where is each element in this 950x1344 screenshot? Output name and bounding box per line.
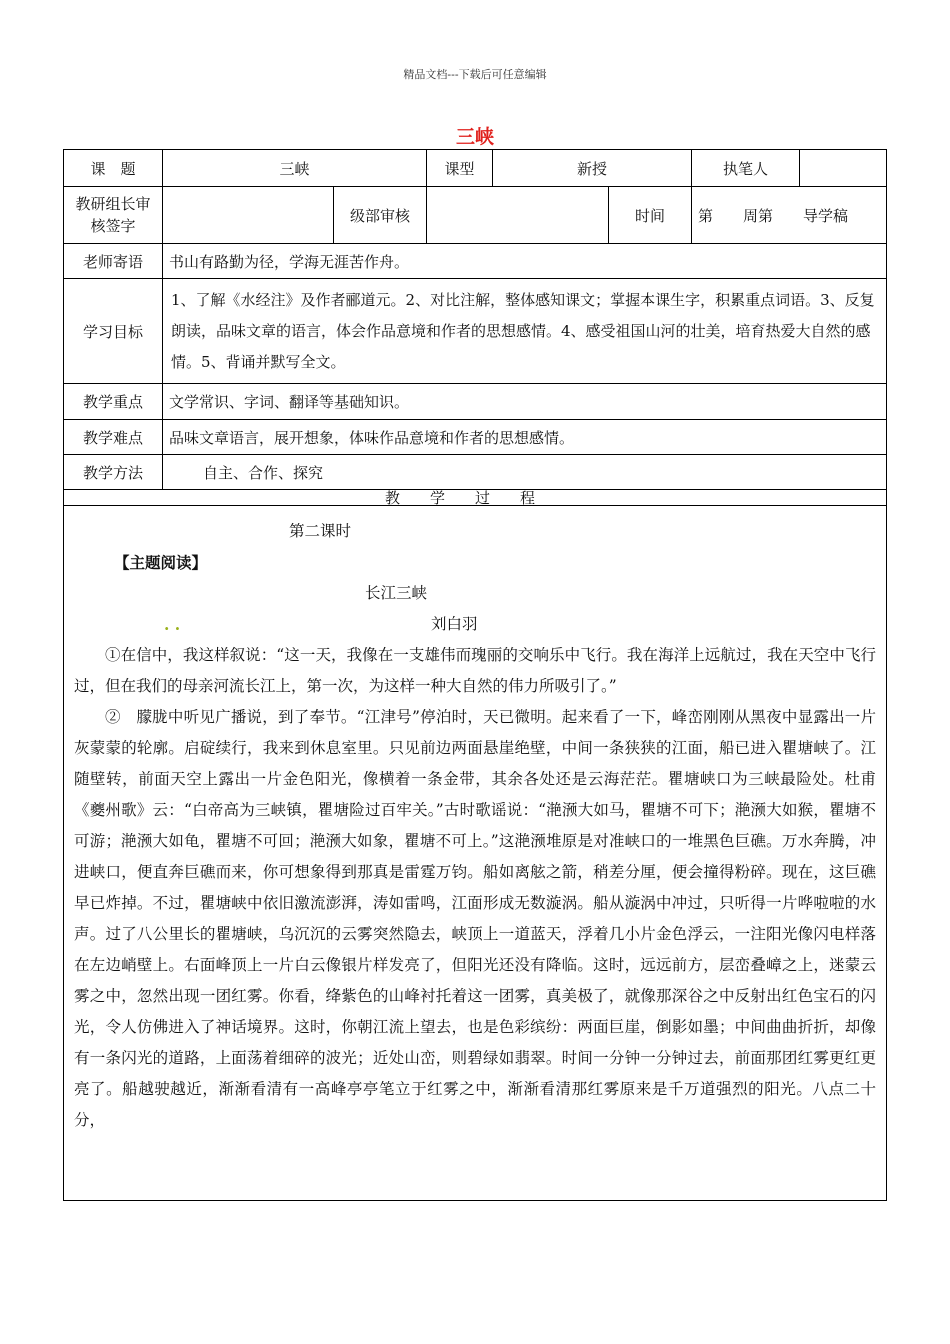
- article-author: 刘白羽: [431, 615, 478, 633]
- topic-label: 课 题: [64, 150, 163, 187]
- watermark: 精品文档---下载后可任意编辑: [403, 68, 547, 81]
- lesson-plan-table: [63, 149, 887, 1201]
- author-value: [800, 150, 887, 187]
- dept-label: 级部审核: [334, 187, 427, 244]
- paragraph-1: ①在信中，我这样叙说：“这一天，我像在一支雄伟而瑰丽的交响乐中飞行。我在海洋上远航过，我在天空中飞行过，但在我们的母亲河流长江上，第一次，为这样一种大自然的伟力所吸引了。”: [74, 646, 877, 695]
- process-heading: 教学过程: [64, 490, 887, 506]
- goals-row: [64, 279, 887, 384]
- lesson-label: 第二课时: [289, 522, 352, 540]
- method-label: 教学方法: [64, 455, 163, 490]
- dept-value: [427, 187, 609, 244]
- type-value: 新授: [493, 150, 692, 187]
- section-label: 【主题阅读】: [114, 553, 208, 572]
- review-label: 教研组长审核签字: [64, 187, 163, 244]
- motto-row: [64, 244, 887, 279]
- key-label: 教学重点: [64, 384, 163, 420]
- motto-text: 书山有路勤为径，学海无涯苦作舟。: [163, 244, 887, 279]
- method-row: [64, 455, 887, 490]
- author-label: 执笔人: [692, 150, 800, 187]
- meta-row-2: [64, 187, 887, 244]
- key-text: 文学常识、字词、翻译等基础知识。: [163, 384, 887, 420]
- goals-text: 1、了解《水经注》及作者郦道元。2、对比注解，整体感知课文；掌握本课生字，积累重点词语。3、反复朗读，品味文章的语言，体会作品意境和作者的思想感情。4、感受祖国山河的壮美，培育热爱大自然的感情。5、背诵并默写全文。: [163, 279, 887, 384]
- time-value: 第 周第 导学稿: [692, 187, 887, 244]
- review-value: [163, 187, 334, 244]
- process-header-row: [64, 490, 887, 506]
- difficulty-label: 教学难点: [64, 420, 163, 455]
- process-body: [64, 506, 887, 1201]
- time-label: 时间: [609, 187, 692, 244]
- topic-value: 三峡: [163, 150, 427, 187]
- method-text: 自主、合作、探究: [163, 455, 887, 490]
- paragraph-2: ② 朦胧中听见广播说，到了奉节。“江津号”停泊时，天已微明。起来看了一下，峰峦刚刚从黑夜中显露出一片灰蒙蒙的轮廓。启碇续行，我来到休息室里。只见前边两面悬崖绝壁，中间一条狭狭的江面，船已进入瞿塘峡了。江随壁转，前面天空上露出一片金色阳光，像横着一条金带，其余各处还是云海茫茫。瞿塘峡口为三峡最险处。杜甫《夔州歌》云：“白帝高为三峡镇，瞿塘险过百牢关。”古时歌谣说：“滟滪大如马，瞿塘不可下；滟滪大如猴，瞿塘不可游；滟滪大如龟，瞿塘不可回；滟滪大如象，瞿塘不可上。”这滟滪堆原是对准峡口的一堆黑色巨礁。万水奔腾，冲进峡口，便直奔巨礁而来，你可想象得到那真是雷霆万钧。船如离舷之箭，稍差分厘，便会撞得粉碎。现在，这巨礁早已炸掉。不过，瞿塘峡中依旧激流澎湃，涛如雷鸣，江面形成无数漩涡。船从漩涡中冲过，只听得一片哗啦啦的水声。过了八公里长的瞿塘峡，乌沉沉的云雾突然隐去，峡顶上一道蓝天，浮着几小片金色浮云，一注阳光像闪电样落在左边峭壁上。右面峰顶上一片白云像银片样发亮了，但阳光还没有降临。这时，远远前方，层峦叠嶂之上，迷蒙云雾之中，忽然出现一团红雾。你看，绛紫色的山峰衬托着这一团雾，真美极了，就像那深谷之中反射出红色宝石的闪光，令人仿佛进入了神话境界。这时，你朝江流上望去，也是色彩缤纷：两面巨崖，倒影如墨；中间曲曲折折，却像有一条闪光的道路，上面荡着细碎的波光；近处山峦，则碧绿如翡翠。时间一分钟一分钟过去，前面那团红雾更红更亮了。船越驶越近，渐渐看清有一高峰亭亭笔立于红雾之中，渐渐看清那红雾原来是千万道强烈的阳光。八点二十分，: [74, 708, 877, 1129]
- goals-label: 学习目标: [64, 279, 163, 384]
- decorative-dots: . .: [164, 615, 181, 634]
- motto-label: 老师寄语: [64, 244, 163, 279]
- difficulty-row: [64, 420, 887, 455]
- author-line: [74, 609, 876, 640]
- article-title: 长江三峡: [365, 584, 428, 602]
- process-body-row: [64, 506, 887, 1201]
- difficulty-text: 品味文章语言，展开想象，体味作品意境和作者的思想感情。: [163, 420, 887, 455]
- page-title: 三峡: [455, 126, 494, 148]
- meta-row-1: [64, 150, 887, 187]
- key-row: [64, 384, 887, 420]
- type-label: 课型: [427, 150, 493, 187]
